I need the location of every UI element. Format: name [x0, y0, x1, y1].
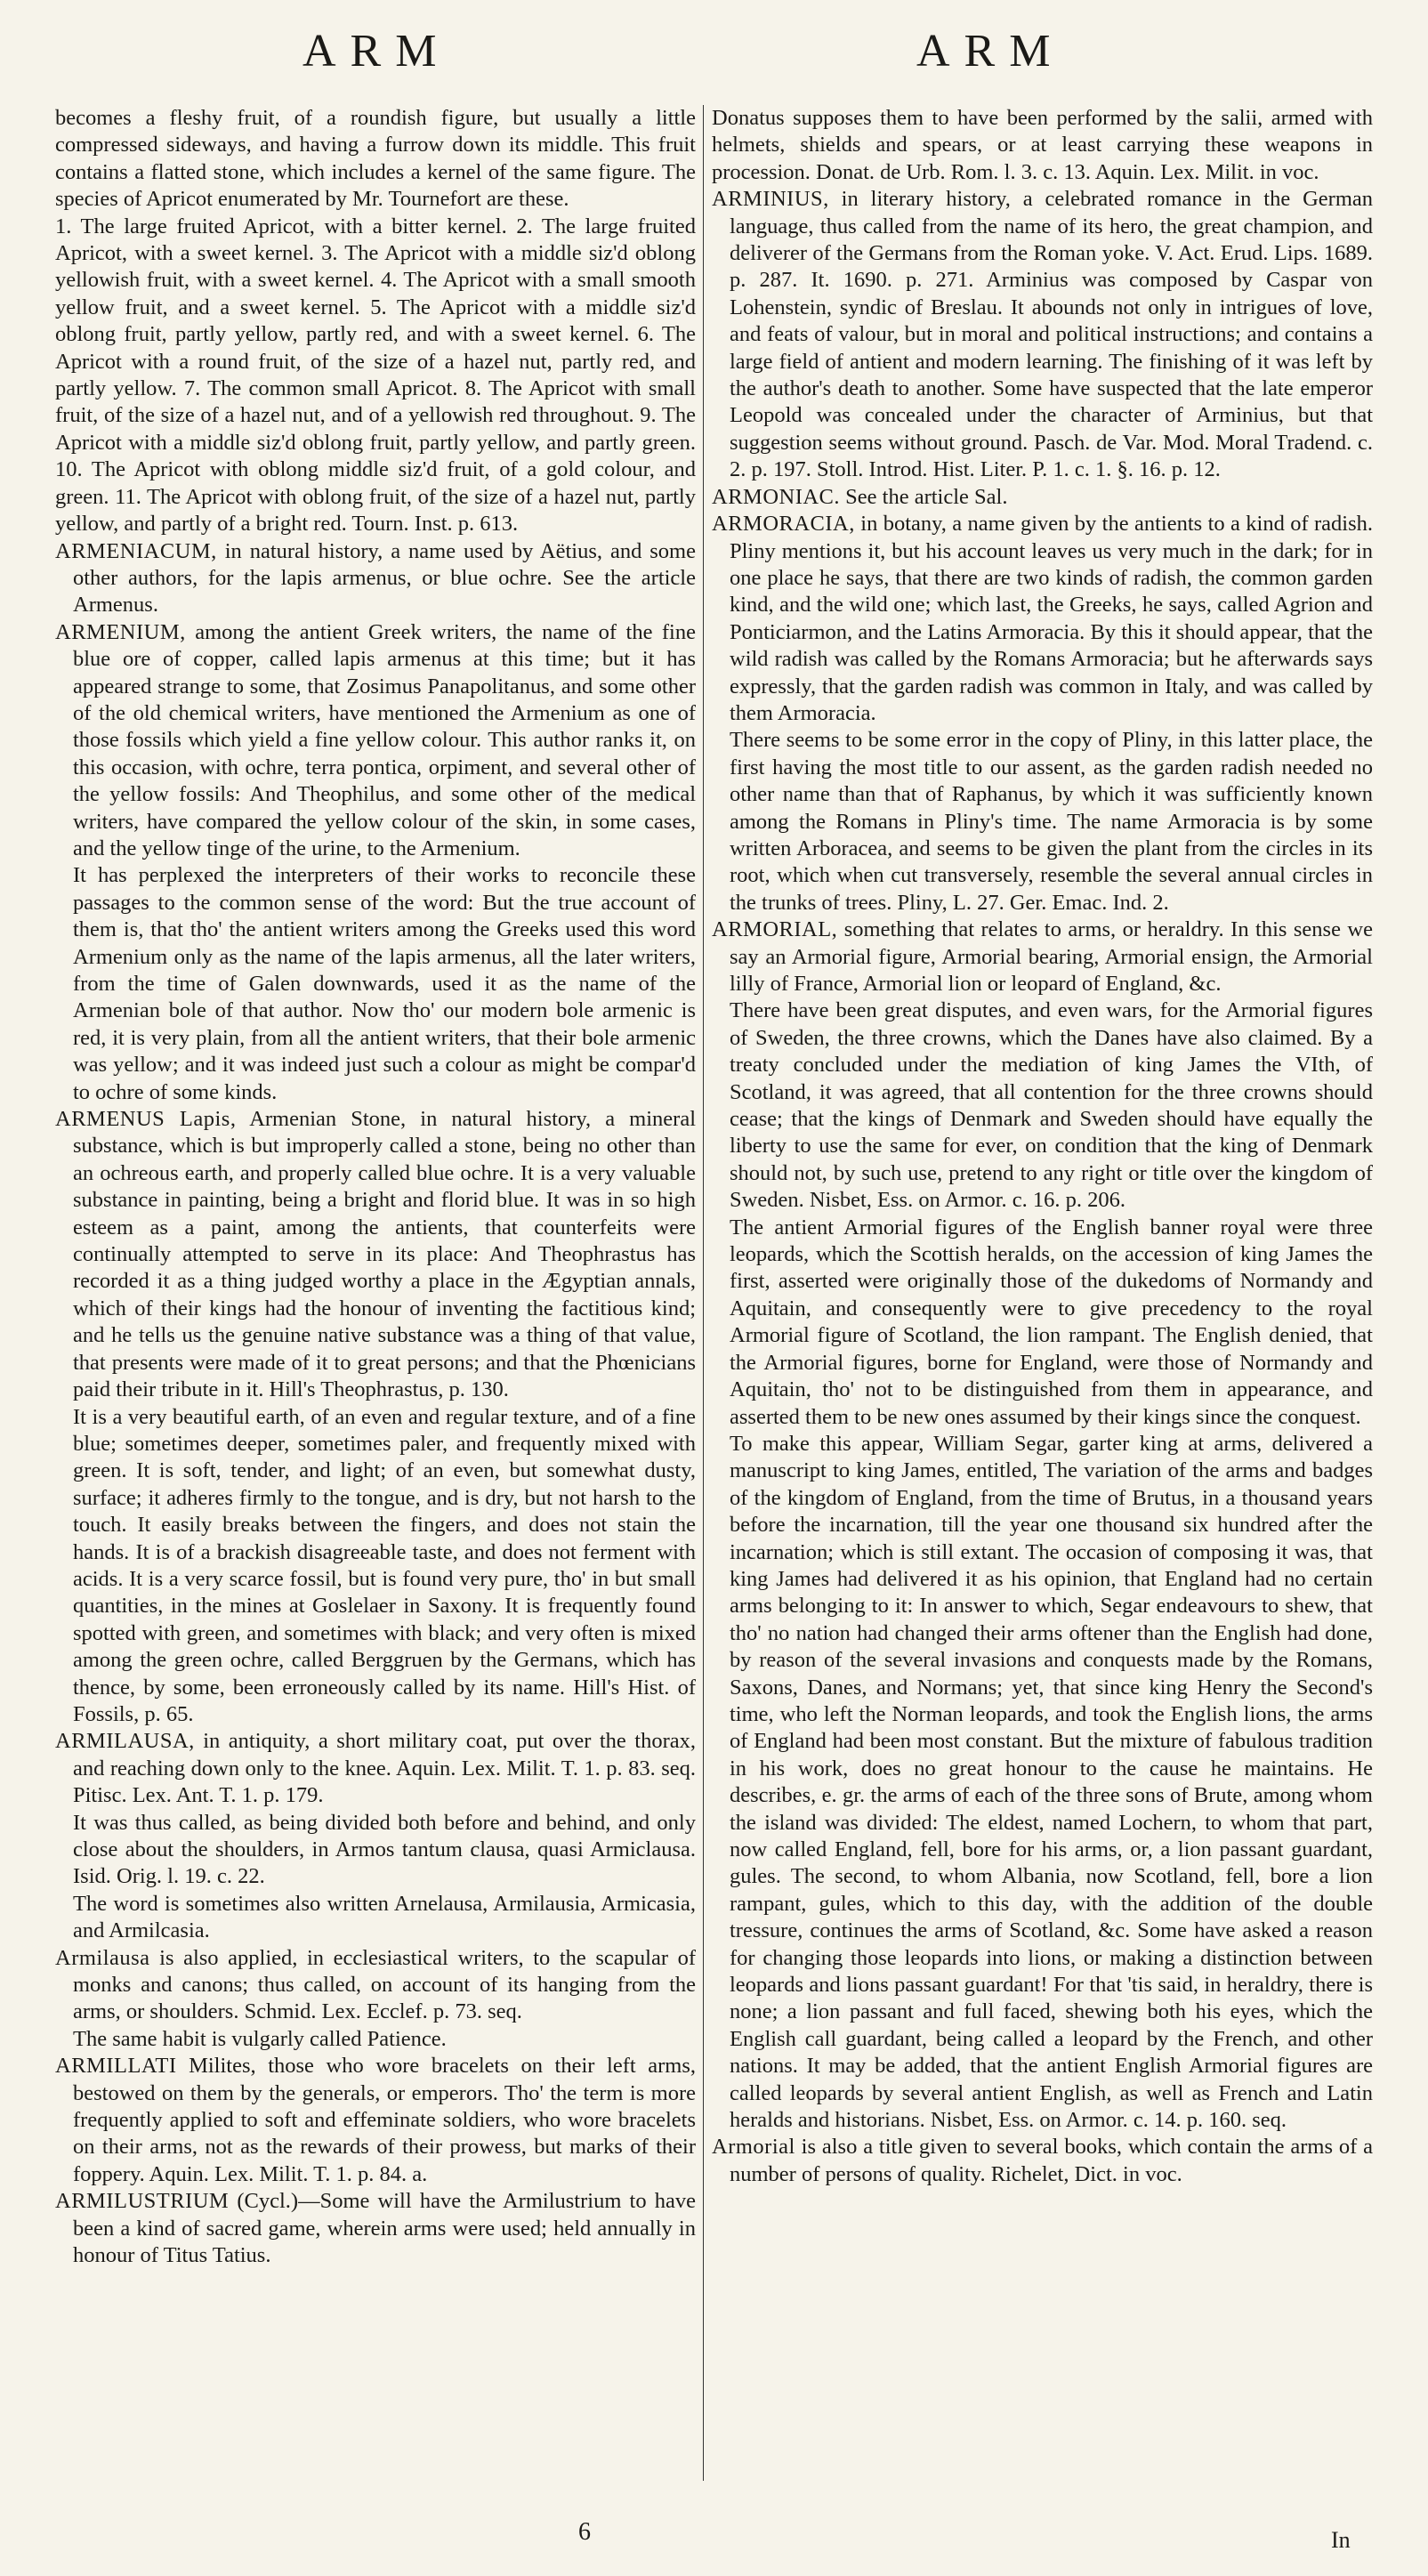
dictionary-entry: [55, 538, 696, 619]
entry-text: It has perplexed the interpreters of their works to reconcile these passages to the common sense of the word: But the true account of them is, that tho' the antient writers among the Greeks used this word Armenium only as the name of the lapis armenus, all the later writers, from the time of Galen downwards, used it as the name of the Armenian bole of that author. Now tho' our modern bole armenic is red, it is very plain, from all the antient writers, that their bole armenic was yellow; and it was indeed just such a colour as might be compar'd to ochre of some kinds.: [73, 863, 696, 1104]
dictionary-entry: [712, 2134, 1373, 2188]
entry-headword: ARMILLATI: [55, 2054, 177, 2079]
page-number: 6: [578, 2518, 591, 2546]
paragraph: [55, 1404, 696, 1729]
dictionary-entry: [712, 484, 1373, 511]
dictionary-entry: [55, 2188, 696, 2269]
dictionary-entry: [712, 917, 1373, 997]
paragraph: [55, 862, 696, 1106]
paragraph: [712, 1215, 1373, 1431]
entry-headword: ARMENIUM,: [55, 619, 186, 644]
entry-text: (Cycl.)—Some will have the Armilustrium to have been a kind of sacred game, wherein arms were used; held annually in honour of Titus Tatius.: [73, 2189, 696, 2268]
paragraph: [712, 105, 1373, 186]
entry-headword: ARMINIUS,: [712, 187, 829, 212]
dictionary-entry: [55, 1106, 696, 1403]
entry-text: Donatus supposes them to have been performed by the salii, armed with helmets, shields and spears, or at least carrying these weapons in procession. Donat. de Urb. Rom. l. 3. c. 13. Aquin. Lex. Milit. in voc.: [712, 106, 1373, 184]
dictionary-entry: [55, 1728, 696, 1809]
column-rule: [703, 105, 704, 2481]
entry-text: among the antient Greek writers, the name of the fine blue ore of copper, called lapis armenus at this time; but it has appeared strange to some, that Zosimus Panapolitanus, and some other of the old chemical writers, have mentioned the Armenium as one of those fossils which yield a fine yellow colour. This author ranks it, on this occasion, with ochre, terra pontica, orpiment, and several other of the yellow fossils: And Theophilus, and some other of the medical writers, have compared the yellow colour of the skin, in some cases, and the yellow tinge of the urine, to the Armenium.: [73, 619, 696, 860]
entry-headword: Armorial: [712, 2135, 795, 2160]
paragraph: [55, 214, 696, 538]
entry-text: in antiquity, a short military coat, put over the thorax, and reaching down only to the knee. Aquin. Lex. Milit. T. 1. p. 83. seq. Pitisc. Lex. Ant. T. 1. p. 179.: [73, 1729, 696, 1808]
entry-text: The antient Armorial figures of the English banner royal were three leopards, which the Scottish heralds, on the accession of king James the first, asserted were originally those of the dukedoms of Normandy and Aquitain, and consequently were to give precedency to the royal Armorial figure of Scotland, the lion rampant. The English denied, that the Armorial figures, borne for England, were those of Normandy and Aquitain, tho' not to be distinguished from them in appearance, and asserted them to be new ones assumed by their kings since the conquest.: [730, 1215, 1373, 1429]
entry-text: is also applied, in ecclesiastical writers, to the scapular of monks and canons; thus called, on account of its hanging from the arms, or shoulders. Schmid. Lex. Ecclef. p. 73. seq.: [73, 1945, 696, 2024]
entry-text: Milites, those who wore bracelets on their left arms, bestowed on them by the generals, or emperors. Tho' the term is more frequently applied to soft and effeminate soldiers, who wore bracelets on their arms, not as the rewards of their prowess, but marks of their foppery. Aquin. Lex. Milit. T. 1. p. 84. a.: [73, 2054, 696, 2186]
dictionary-entry: [55, 619, 696, 863]
catchword: In: [1331, 2527, 1351, 2553]
entry-text: in literary history, a celebrated romance in the German language, thus called from the name of its hero, the great champion, and deliverer of the Germans from the Roman yoke. V. Act. Erud. Lips. 1689. p. 287. It. 1690. p. 271. Arminius was composed by Caspar von Lohenstein, syndic of Breslau. It abounds not only in intrigues of love, and feats of valour, but in moral and political instructions; and contains a large field of antient and modern learning. The finishing of it was left by the author's death to another. Some have suspected that the late emperor Leopold was concealed under the character of Arminius, but that suggestion seems without ground. Pasch. de Var. Mod. Moral Tradend. c. 2. p. 197. Stoll. Introd. Hist. Liter. P. 1. c. 1. §. 16. p. 12.: [730, 187, 1373, 482]
entry-text: It is a very beautiful earth, of an even and regular texture, and of a fine blue; sometimes deeper, sometimes paler, and frequently mixed with green. It is soft, tender, and light; of an even, but somewhat dusty, surface; it adheres firmly to the tongue, and is dry, but not harsh to the touch. It easily breaks between the fingers, and does not stain the hands. It is of a brackish disagreeable taste, and does not ferment with acids. It is a very scarce fossil, but is found very pure, tho' in but small quantities, in the mines at Goslelaer in Saxony. It is frequently found spotted with green, and sometimes with black; and very often is mixed among the green ochre, called Berggruen by the Germans, which has thence, by some, been erroneously called by its name. Hill's Hist. of Fossils, p. 65.: [73, 1404, 696, 1726]
dictionary-entry: [712, 186, 1373, 483]
left-column: [55, 105, 696, 2478]
running-head: [0, 25, 1428, 87]
entry-text: in botany, a name given by the antients to a kind of radish. Pliny mentions it, but his account leaves us very much in the dark; for in one place he says, that there are two kinds of radish, the common garden kind, and the wild one; which last, the Greeks, he says, called Agrion and Ponticiarmon, and the Latins Armoracia. By this it should appear, that the wild radish was called by the Romans Armoracia; but he afterwards says expressly, that the garden radish was common in Italy, and was called by them Armoracia.: [730, 512, 1373, 725]
entry-text: is also a title given to several books, which contain the arms of a number of persons of quality. Richelet, Dict. in voc.: [730, 2135, 1373, 2186]
entry-text: To make this appear, William Segar, garter king at arms, delivered a manuscript to king James, entitled, The variation of the arms and badges of the kingdom of England, from the time of Brutus, in a thousand years before the incarnation, till the year one thousand six hundred after the incarnation; which is still extant. The occasion of composing it was, that king James had delivered it as his opinion, that England had no certain arms belonging to it: In answer to which, Segar endeavours to shew, that tho' no nation had changed their arms oftener than the English had done, by reason of the several invasions and conquests made by the Romans, Saxons, Danes, and Normans; yet, that since king Henry the Second's time, who left the Norman leopards, and took the English lions, the arms of England had been most constant. But the mixture of fabulous tradition in his work, does no great honour to the cause he maintains. He describes, e. gr. the arms of each of the three sons of Brute, among whom the island was divided: The eldest, named Lochern, to whom that part, now called England, fell, bore for his arms, or, a lion passant guardant, gules. The second, to whom Albania, now Scotland, fell, bore a lion rampant, gules, which to this day, with the addition of the double tressure, continues the arms of Scotland, &c. Some have asked a reason for changing those leopards into lions, or making a distinction between leopards and lions passant guardant! For that 'tis said, in heraldry, there is none; a lion passant and full faced, shewing both his eyes, which the English call guardant, being called a leopard by the French, and other nations. It may be added, that the antient English Armorial figures are called leopards by several antient English, as well as French and Latin heralds and historians. Nisbet, Ess. on Armor. c. 14. p. 160. seq.: [730, 1431, 1373, 2133]
entry-text: See the article Sal.: [840, 484, 1008, 509]
entry-headword: ARMILUSTRIUM: [55, 2189, 230, 2214]
entry-headword: ARMONIAC.: [712, 484, 841, 509]
entry-headword: ARMORIAL,: [712, 917, 838, 942]
paragraph: [712, 727, 1373, 917]
entry-text: There seems to be some error in the copy of Pliny, in this latter place, the first having the most title to our assent, as the garden radish needed no other name than that of Raphanus, by which it was sufficiently known among the Romans in Pliny's time. The name Armoracia is by some written Arboracea, and seems to be given the plant from the circles in its root, which when cut transversely, resemble the several annual circles in the trunks of trees. Pliny, L. 27. Ger. Emac. Ind. 2.: [730, 728, 1373, 915]
entry-headword: ARMORACIA,: [712, 512, 855, 537]
entry-text: 1. The large fruited Apricot, with a bitter kernel. 2. The large fruited Apricot, with a sweet kernel. 3. The Apricot with a middle siz'd oblong yellowish fruit, with a sweet kernel. 4. The Apricot with a small smooth yellow fruit, and a sweet kernel. 5. The Apricot with a middle siz'd oblong fruit, partly yellow, partly red, and with a sweet kernel. 6. The Apricot with a round fruit, of the size of a hazel nut, partly red, and partly yellow. 7. The common small Apricot. 8. The Apricot with small fruit, of the size of a hazel nut, and of a yellowish red throughout. 9. The Apricot with a middle siz'd oblong fruit, partly yellow, and partly green. 10. The Apricot with oblong middle siz'd fruit, of a gold colour, and green. 11. The Apricot with oblong fruit, of the size of a hazel nut, partly yellow, and partly of a bright red. Tourn. Inst. p. 613.: [55, 214, 696, 537]
dictionary-entry: [55, 2053, 696, 2188]
entry-text: There have been great disputes, and even wars, for the Armorial figures of Sweden, the three crowns, which the Danes have also claimed. By a treaty concluded under the mediation of king James the VIth, of Scotland, it was agreed, that all contention for the three crowns should cease; that the kings of Denmark and Sweden should have equally the liberty to use the same for ever, on condition that the king of Denmark should not, by such use, pretend to any right or title over the kingdom of Sweden. Nisbet, Ess. on Armor. c. 16. p. 206.: [730, 998, 1373, 1213]
paragraph: [55, 1810, 696, 1891]
entry-text: The word is sometimes also written Arnelausa, Armilausia, Armicasia, and Armilcasia.: [73, 1891, 696, 1943]
entry-headword: ARMENIACUM,: [55, 538, 217, 563]
paragraph: [55, 105, 696, 214]
entry-text: Armenian Stone, in natural history, a mineral substance, which is but improperly called a stone, being no other than an ochreous earth, and properly called blue ochre. It is a very valuable substance in painting, being a bright and florid blue. It was in so high esteem as a paint, among the antients, that counterfeits were continually attempted to serve in its place: And Theophrastus has recorded it as a thing judged worthy a place in the Ægyptian annals, which of their kings had the honour of inventing the factitious kind; and he tells us the genuine native substance was a thing of that value, that presents were made of it to great persons; and that the Phœnicians paid their tribute in it. Hill's Theophrastus, p. 130.: [73, 1107, 696, 1402]
entry-headword: ARMENUS Lapis,: [55, 1107, 237, 1132]
entry-text: something that relates to arms, or heraldry. In this sense we say an Armorial figure, Armorial bearing, Armorial ensign, the Armorial lilly of France, Armorial lion or leopard of England, &c.: [730, 917, 1373, 996]
dictionary-entry: [712, 511, 1373, 727]
paragraph: [55, 2026, 696, 2053]
entry-text: It was thus called, as being divided both before and behind, and only close about the shoulders, in Armos tantum clausa, quasi Armiclausa. Isid. Orig. l. 19. c. 22.: [73, 1810, 696, 1889]
entry-text: becomes a fleshy fruit, of a roundish figure, but usually a little compressed sideways, and having a furrow down its middle. This fruit contains a flatted stone, which includes a kernel of the same figure. The species of Apricot enumerated by Mr. Tournefort are these.: [55, 106, 696, 212]
running-head-right: ARM: [916, 26, 1065, 77]
right-column: [712, 105, 1373, 2478]
paragraph: [712, 1431, 1373, 2135]
entry-headword: ARMILAUSA,: [55, 1729, 195, 1754]
entry-headword: Armilausa: [55, 1945, 150, 1970]
entry-text: The same habit is vulgarly called Patience.: [73, 2026, 447, 2051]
dictionary-entry: [55, 1945, 696, 2026]
paragraph: [55, 1891, 696, 1945]
running-head-left: ARM: [303, 26, 451, 77]
entry-text: in natural history, a name used by Aëtius, and some other authors, for the lapis armenus, or blue ochre. See the article Armenus.: [73, 538, 696, 618]
paragraph: [712, 997, 1373, 1214]
